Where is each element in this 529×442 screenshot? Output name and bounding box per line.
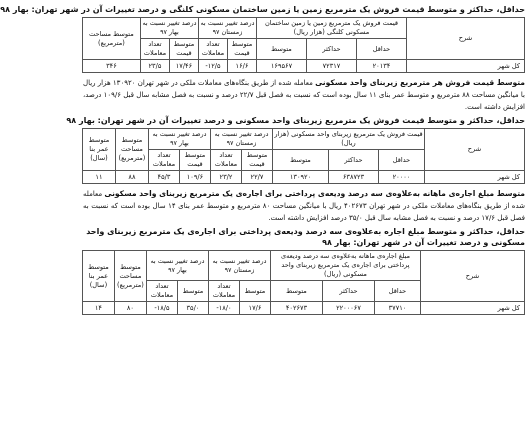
cell-avg: ۱۳۰۹۲۰	[272, 171, 328, 184]
cell-spring-tx: ۱۸/۵-	[146, 302, 177, 315]
header-avg: متوسط	[272, 150, 328, 171]
header-winter-price: متوسط قیمت	[241, 150, 272, 171]
header-winter-group: درصد تغییر نسبت به زمستان ۹۷	[198, 18, 256, 39]
cell-spring-price: ۱۰۹/۶	[179, 171, 210, 184]
cell-age: ۱۱	[82, 171, 115, 184]
header-spring-group: درصد تغییر نسبت به بهار ۹۷	[140, 18, 198, 39]
cell-max: ۷۲۳۱۷	[307, 60, 357, 73]
row-label: کل شهر	[407, 60, 525, 73]
header-area: متوسط مساحت (مترمربع)	[115, 129, 148, 171]
section1-title: حداقل، حداکثر و متوسط قیمت فروش یک مترمربع زمین یا زمین ساختمان مسکونی کلنگی و درصد تغییرات آن در شهر تهران: بهار ۹۸	[0, 5, 525, 14]
table-row	[82, 302, 524, 315]
header-row-1	[82, 18, 524, 39]
table-row	[82, 171, 524, 184]
header-min: حداقل	[357, 39, 407, 60]
cell-min: ۳۷۷۱۰	[375, 302, 421, 315]
cell-area: ۳۴۶	[82, 60, 140, 73]
header-winter-tx: تعداد معاملات	[198, 39, 227, 60]
header-row-1	[82, 251, 524, 281]
header-min: حداقل	[379, 150, 425, 171]
cell-avg: ۱۶۹۵۶۷	[256, 60, 306, 73]
header-winter-group: درصد تغییر نسبت به زمستان ۹۷	[208, 251, 270, 281]
cell-winter-price: ۱۲/۵-	[198, 60, 227, 73]
header-desc: شرح	[407, 18, 525, 60]
header-spring-price: متوسط	[177, 281, 208, 302]
cell-min: ۲۰۰۰۰	[379, 171, 425, 184]
cell-spring-price: ۳۵/۰	[177, 302, 208, 315]
header-spring-tx: تعداد معاملات	[148, 150, 179, 171]
header-age: متوسط عمر بنا (سال)	[82, 251, 114, 302]
paragraph-heading: متوسط مبلغ اجاره‌ی ماهانه به‌علاوه‌ی سه درصد ودیعه‌ی پرداختی برای اجاره‌ی یک مترمربع زیربنای واحد مسکونی	[104, 189, 525, 198]
row-label: کل شهر	[421, 302, 525, 315]
header-spring-group: درصد تغییر نسبت به بهار ۹۷	[148, 129, 210, 150]
header-row-1	[82, 129, 524, 150]
header-winter-price: متوسط	[239, 281, 270, 302]
cell-winter-price: ۲۲/۷	[241, 171, 272, 184]
header-min: حداقل	[375, 281, 421, 302]
header-area: متوسط مساحت (مترمربع)	[114, 251, 146, 302]
header-price-group: مبلغ اجاره‌ی ماهانه به‌علاوه‌ی سه درصد ودیعه‌ی پرداختی برای اجاره‌ی یک مترمربع زیربنای واحد مسکونی (ریال)	[270, 251, 420, 281]
header-winter-price: متوسط قیمت	[227, 39, 256, 60]
header-desc: شرح	[421, 251, 525, 302]
paragraph-sale-price	[83, 77, 525, 113]
header-avg: متوسط	[256, 39, 306, 60]
header-spring-group: درصد تغییر نسبت به بهار ۹۷	[146, 251, 208, 281]
cell-winter-tx: ۱۶/۶	[227, 60, 256, 73]
cell-area: ۸۰	[114, 302, 146, 315]
cell-min: ۲۰۱۳۴	[357, 60, 407, 73]
header-spring-tx: تعداد معاملات	[146, 281, 177, 302]
header-desc: شرح	[425, 129, 525, 171]
row-label: کل شهر	[425, 171, 525, 184]
table-land-price	[82, 17, 525, 73]
header-spring-price: متوسط قیمت	[179, 150, 210, 171]
cell-age: ۱۴	[82, 302, 114, 315]
cell-winter-tx: ۲۳/۲	[210, 171, 241, 184]
header-avg: متوسط	[270, 281, 322, 302]
cell-max: ۲۲۰۰۰۶۷	[323, 302, 375, 315]
paragraph-heading: متوسط قیمت فروش هر مترمربع زیربنای واحد مسکونی	[315, 78, 526, 87]
header-price-group: قیمت فروش یک مترمربع زمین یا زمین ساختمان مسکونی کلنگی (هزار ریال)	[256, 18, 406, 39]
table-row	[82, 60, 524, 73]
header-spring-price: متوسط قیمت	[169, 39, 198, 60]
header-winter-tx: تعداد معاملات	[210, 150, 241, 171]
header-max: حداکثر	[307, 39, 357, 60]
cell-winter-price: ۱۷/۶	[239, 302, 270, 315]
cell-winter-tx: ۱۸/۰-	[208, 302, 239, 315]
section3-title: حداقل، حداکثر و متوسط مبلغ اجاره به‌علاوه‌ی سه درصد ودیعه‌ی پرداختی برای اجاره‌ی یک مترمربع زیربنای واحد مسکونی و درصد تغییرات آن در شهر تهران: بهار ۹۸	[86, 227, 525, 247]
cell-spring-tx: ۴۵/۳	[148, 171, 179, 184]
table-unit-sale-price	[82, 128, 525, 184]
cell-spring-price: ۲۳/۵	[140, 60, 169, 73]
header-spring-tx: تعداد معاملات	[140, 39, 169, 60]
section2-title: حداقل، حداکثر و متوسط قیمت فروش یک مترمربع زیربنای واحد مسکونی و درصد تغییرات آن در شهر تهران: بهار ۹۸	[66, 116, 525, 125]
header-price-group: قیمت فروش یک مترمربع زیربنای واحد مسکونی (هزار ریال)	[272, 129, 424, 150]
table-rent-price	[82, 250, 525, 315]
cell-area: ۸۸	[115, 171, 148, 184]
cell-spring-tx: ۱۷/۴۶	[169, 60, 198, 73]
paragraph-body: معامله شده از طریق بنگاه‌های معاملات ملکی در شهر تهران ۱۳۰۹۲۰ هزار ریال با میانگین مساحت ۸۸ مترمربع و متوسط عمر بنای ۱۱ سال بوده است که نسبت به فصل قبل ۲۲/۷ درصد و نسبت به فصل مشابه سال قبل ۱۰۹/۶ درصد، افزایش داشته است.	[83, 79, 525, 111]
header-winter-tx: تعداد معاملات	[208, 281, 239, 302]
cell-avg: ۴۰۲۶۷۳	[270, 302, 322, 315]
paragraph-body: معامله شده از طریق بنگاه‌های معاملات ملکی در شهر تهران ۴۰۲۶۷۳ ریال با میانگین مساحت ۸۰ مترمربع و متوسط عمر بنای ۱۴ سال بوده است که نسبت به فصل قبل ۱۷/۶ درصد و نسبت به فصل مشابه سال قبل ۳۵/۰ درصد افزایش داشته است.	[83, 190, 525, 222]
header-area: متوسط مساحت (مترمربع)	[82, 18, 140, 60]
header-winter-group: درصد تغییر نسبت به زمستان ۹۷	[210, 129, 272, 150]
header-max: حداکثر	[323, 281, 375, 302]
cell-max: ۶۳۸۷۲۳	[329, 171, 379, 184]
header-age: متوسط عمر بنا (سال)	[82, 129, 115, 171]
paragraph-rent	[83, 188, 525, 224]
header-max: حداکثر	[329, 150, 379, 171]
